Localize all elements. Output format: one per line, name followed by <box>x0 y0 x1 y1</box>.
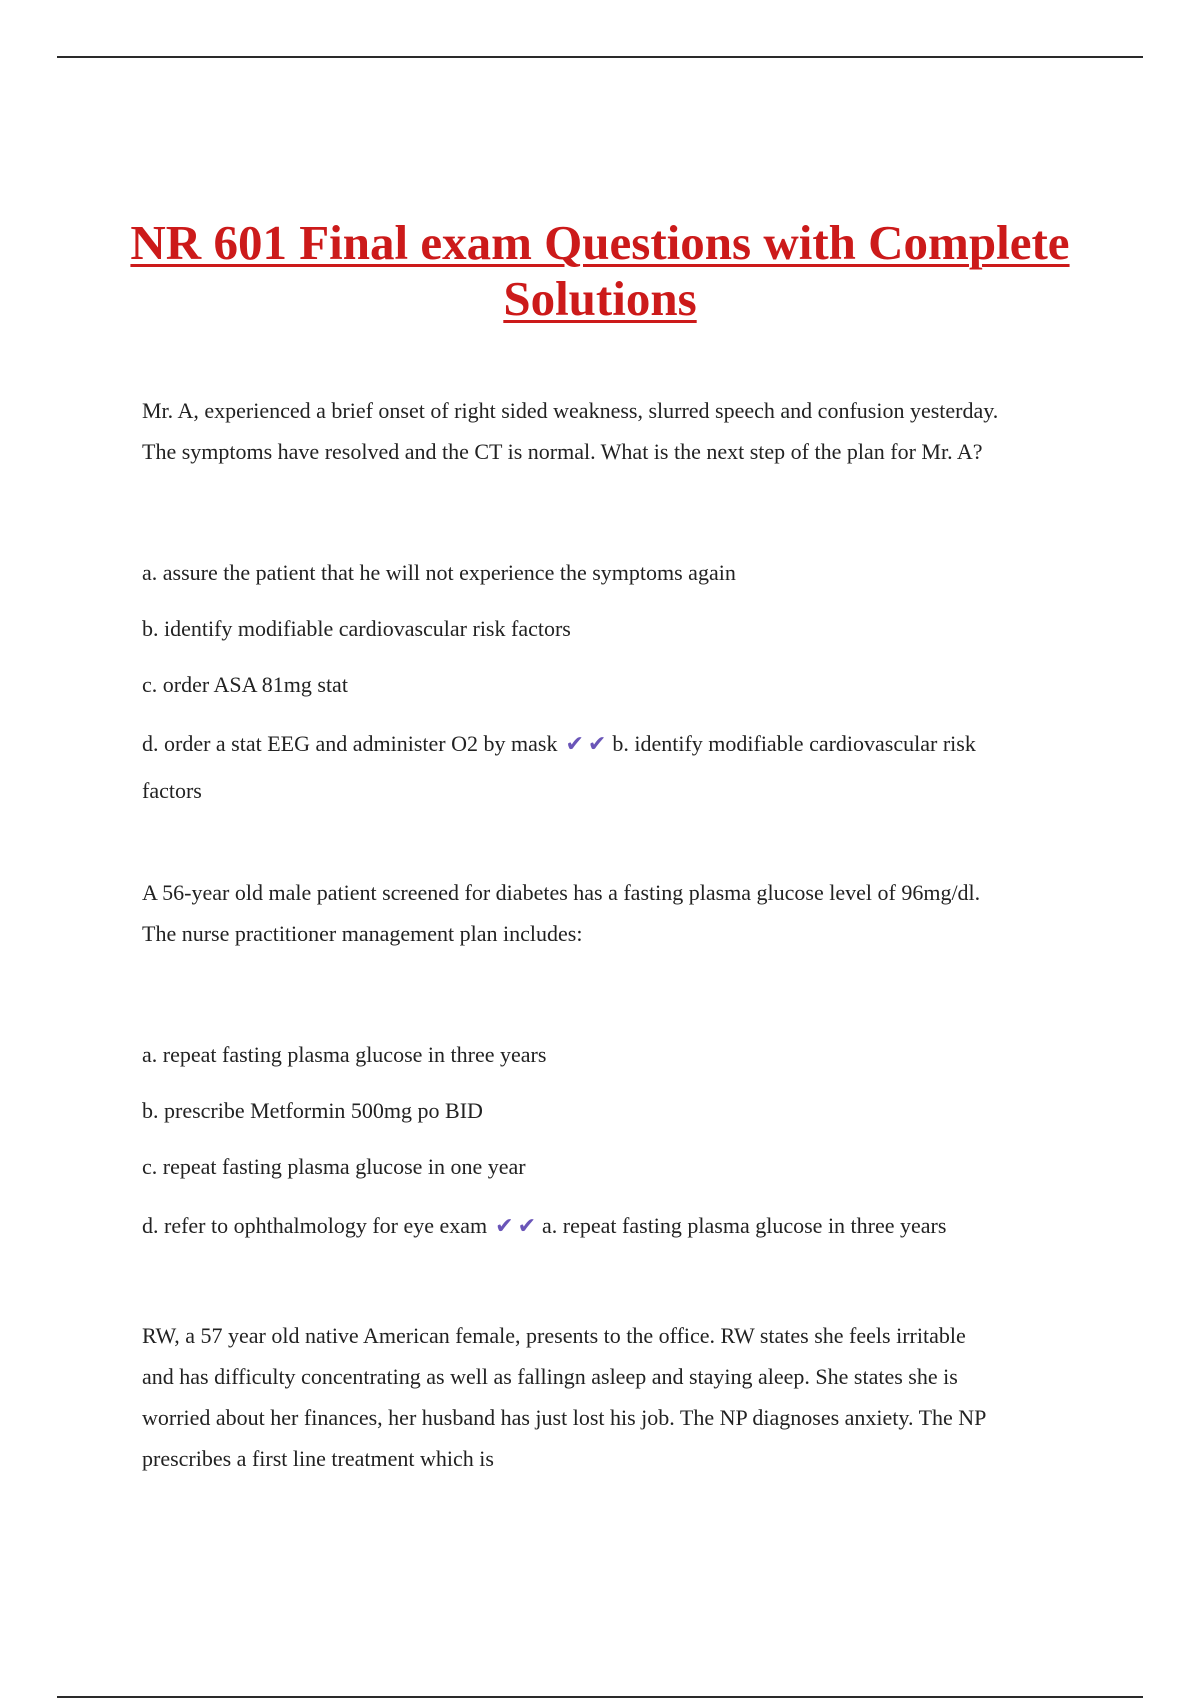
option-d: d. order a stat EEG and administer O2 by mask <box>142 731 558 756</box>
bottom-rule <box>57 1696 1143 1698</box>
question-2-stem <box>142 872 1072 954</box>
answer-text: b. identify modifiable cardiovascular risk <box>612 731 976 756</box>
stem-line: The nurse practitioner management plan includes: <box>142 921 583 946</box>
answer-text: a. repeat fasting plasma glucose in three years <box>542 1213 947 1238</box>
option-c: c. repeat fasting plasma glucose in one year <box>142 1154 526 1179</box>
checkmark-icon: ✔ <box>517 1214 537 1239</box>
stem-line: The symptoms have resolved and the CT is normal. What is the next step of the plan for Mr. A? <box>142 439 983 464</box>
question-3-stem <box>142 1315 1072 1479</box>
option-d: d. refer to ophthalmology for eye exam <box>142 1213 488 1238</box>
option-d-with-answer <box>142 713 1072 776</box>
question-1-options <box>142 545 1072 806</box>
question-1-stem <box>142 390 1072 472</box>
document-title <box>0 215 1200 327</box>
stem-line: worried about her finances, her husband has just lost his job. The NP diagnoses anxiety. The NP <box>142 1405 987 1430</box>
option-b: b. prescribe Metformin 500mg po BID <box>142 1098 483 1123</box>
stem-line: Mr. A, experienced a brief onset of right sided weakness, slurred speech and confusion yesterday. <box>142 398 999 423</box>
option-b: b. identify modifiable cardiovascular risk factors <box>142 616 571 641</box>
checkmark-icon: ✔ <box>565 732 584 757</box>
title-line-1: NR 601 Final exam Questions with Complete <box>130 215 1070 270</box>
option-a: a. repeat fasting plasma glucose in three years <box>142 1042 547 1067</box>
checkmark-icon: ✔ <box>495 1214 514 1239</box>
title-line-2: Solutions <box>503 271 697 326</box>
option-a: a. assure the patient that he will not experience the symptoms again <box>142 560 736 585</box>
stem-line: RW, a 57 year old native American female, presents to the office. RW states she feels irritable <box>142 1323 966 1348</box>
option-c: c. order ASA 81mg stat <box>142 672 348 697</box>
stem-line: A 56-year old male patient screened for diabetes has a fasting plasma glucose level of 96mg/dl. <box>142 880 981 905</box>
top-rule <box>57 56 1143 58</box>
answer-text-wrap: factors <box>142 778 202 803</box>
option-d-with-answer <box>142 1195 1072 1258</box>
stem-line: and has difficulty concentrating as well as fallingn asleep and staying aleep. She states she is <box>142 1364 958 1389</box>
stem-line: prescribes a first line treatment which is <box>142 1446 494 1471</box>
question-2-options <box>142 1027 1072 1258</box>
checkmark-icon: ✔ <box>587 732 607 757</box>
